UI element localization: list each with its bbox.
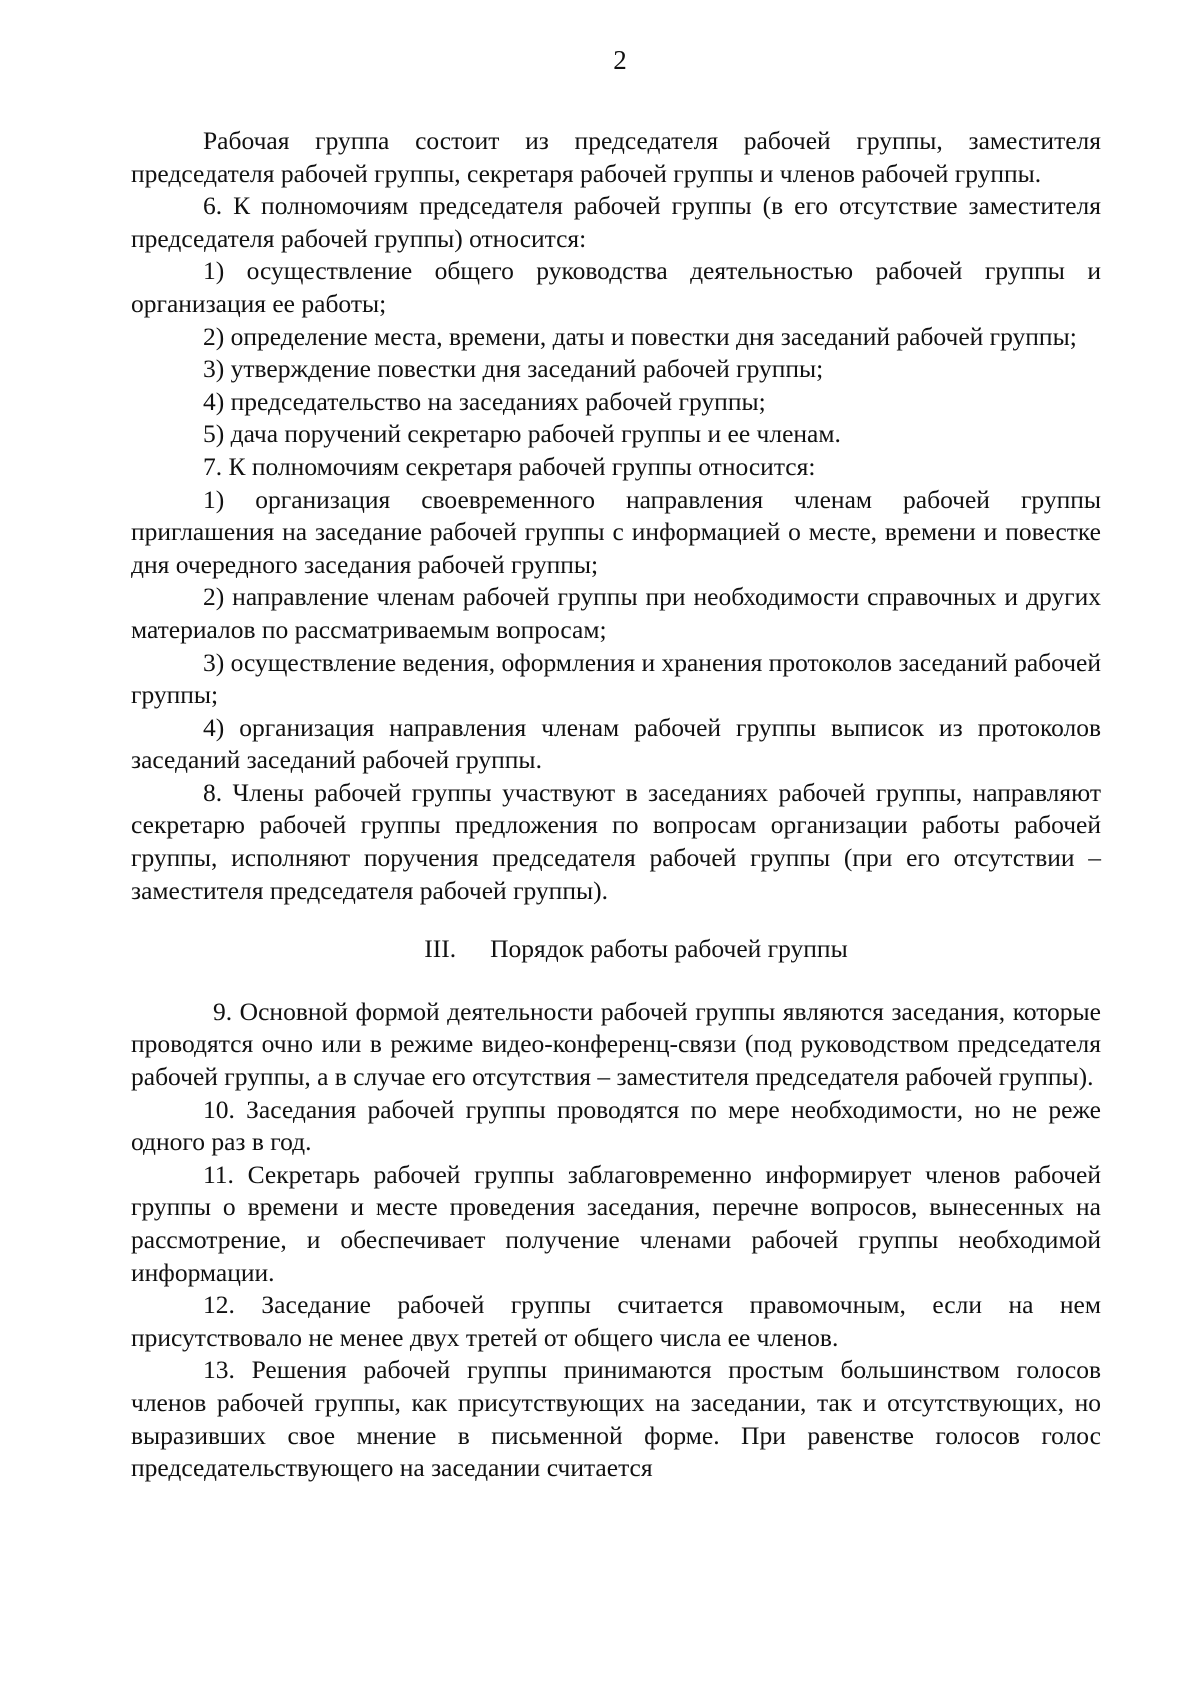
paragraph-13: 13. Решения рабочей группы принимаются простым большинством голосов членов рабочей группы, как присутствующих на заседании, так и отсутствующих, но выразивших свое мнение в письменной форме. При равенстве голосов голос председательствующего на заседании считается bbox=[131, 1355, 1101, 1483]
paragraph-10: 10. Заседания рабочей группы проводятся по мере необходимости, но не реже одного раз в год. bbox=[131, 1094, 1101, 1157]
section-title: Порядок работы рабочей группы bbox=[490, 934, 848, 964]
paragraph-7: 7. К полномочиям секретаря рабочей группы относится: bbox=[203, 451, 816, 481]
document-body bbox=[131, 125, 1101, 1485]
list-item-6-5: 5) дача поручений секретарю рабочей группы и ее членам. bbox=[203, 419, 841, 449]
list-item-6-1: 1) осуществление общего руководства деятельностью рабочей группы и организация ее работы; bbox=[131, 256, 1101, 318]
list-item-6-3: 3) утверждение повестки дня заседаний рабочей группы; bbox=[203, 354, 824, 384]
list-item-7-3: 3) осуществление ведения, оформления и хранения протоколов заседаний рабочей группы; bbox=[131, 647, 1101, 710]
paragraph-12: 12. Заседание рабочей группы считается правомочным, если на нем присутствовало не менее двух третей от общего числа ее членов. bbox=[131, 1290, 1101, 1352]
paragraph-composition: Рабочая группа состоит из председателя рабочей группы, заместителя председателя рабочей группы, секретаря рабочей группы и членов рабочей группы. bbox=[131, 126, 1101, 188]
paragraph-9: 9. Основной формой деятельности рабочей группы являются заседания, которые проводятся очно или в режиме видео-конференц-связи (под руководством председателя рабочей группы, а в случае его отсутствия – заместителя председателя рабочей группы). bbox=[131, 996, 1101, 1092]
list-item-7-2: 2) направление членам рабочей группы при необходимости справочных и других материалов по рассматриваемым вопросам; bbox=[131, 582, 1101, 644]
paragraph-6: 6. К полномочиям председателя рабочей группы (в его отсутствие заместителя председателя рабочей группы) относится: bbox=[131, 191, 1101, 253]
list-item-7-1: 1) организация своевременного направления членам рабочей группы приглашения на заседание рабочей группы с информацией о месте, времени и повестке дня очередного заседания рабочей группы; bbox=[131, 484, 1101, 579]
list-item-6-4: 4) председательство на заседаниях рабочей группы; bbox=[203, 386, 766, 416]
section-number: III. bbox=[424, 934, 457, 964]
page-number: 2 bbox=[613, 45, 627, 75]
list-item-7-4: 4) организация направления членам рабочей группы выписок из протоколов заседаний заседаний рабочей группы. bbox=[131, 712, 1101, 775]
section-heading bbox=[131, 933, 1101, 966]
paragraph-11: 11. Секретарь рабочей группы заблаговременно информирует членов рабочей группы о времени и месте проведения заседания, перечне вопросов, вынесенных на рассмотрение, и обеспечивает получение членами рабочей группы необходимой информации. bbox=[131, 1159, 1101, 1287]
paragraph-8: 8. Члены рабочей группы участвуют в заседаниях рабочей группы, направляют секретарю рабочей группы предложения по вопросам организации работы рабочей группы, исполняют поручения председателя рабочей группы (при его отсутствии – заместителя председателя рабочей группы). bbox=[131, 777, 1101, 905]
list-item-6-2: 2) определение места, времени, даты и повестки дня заседаний рабочей группы; bbox=[203, 321, 1077, 351]
